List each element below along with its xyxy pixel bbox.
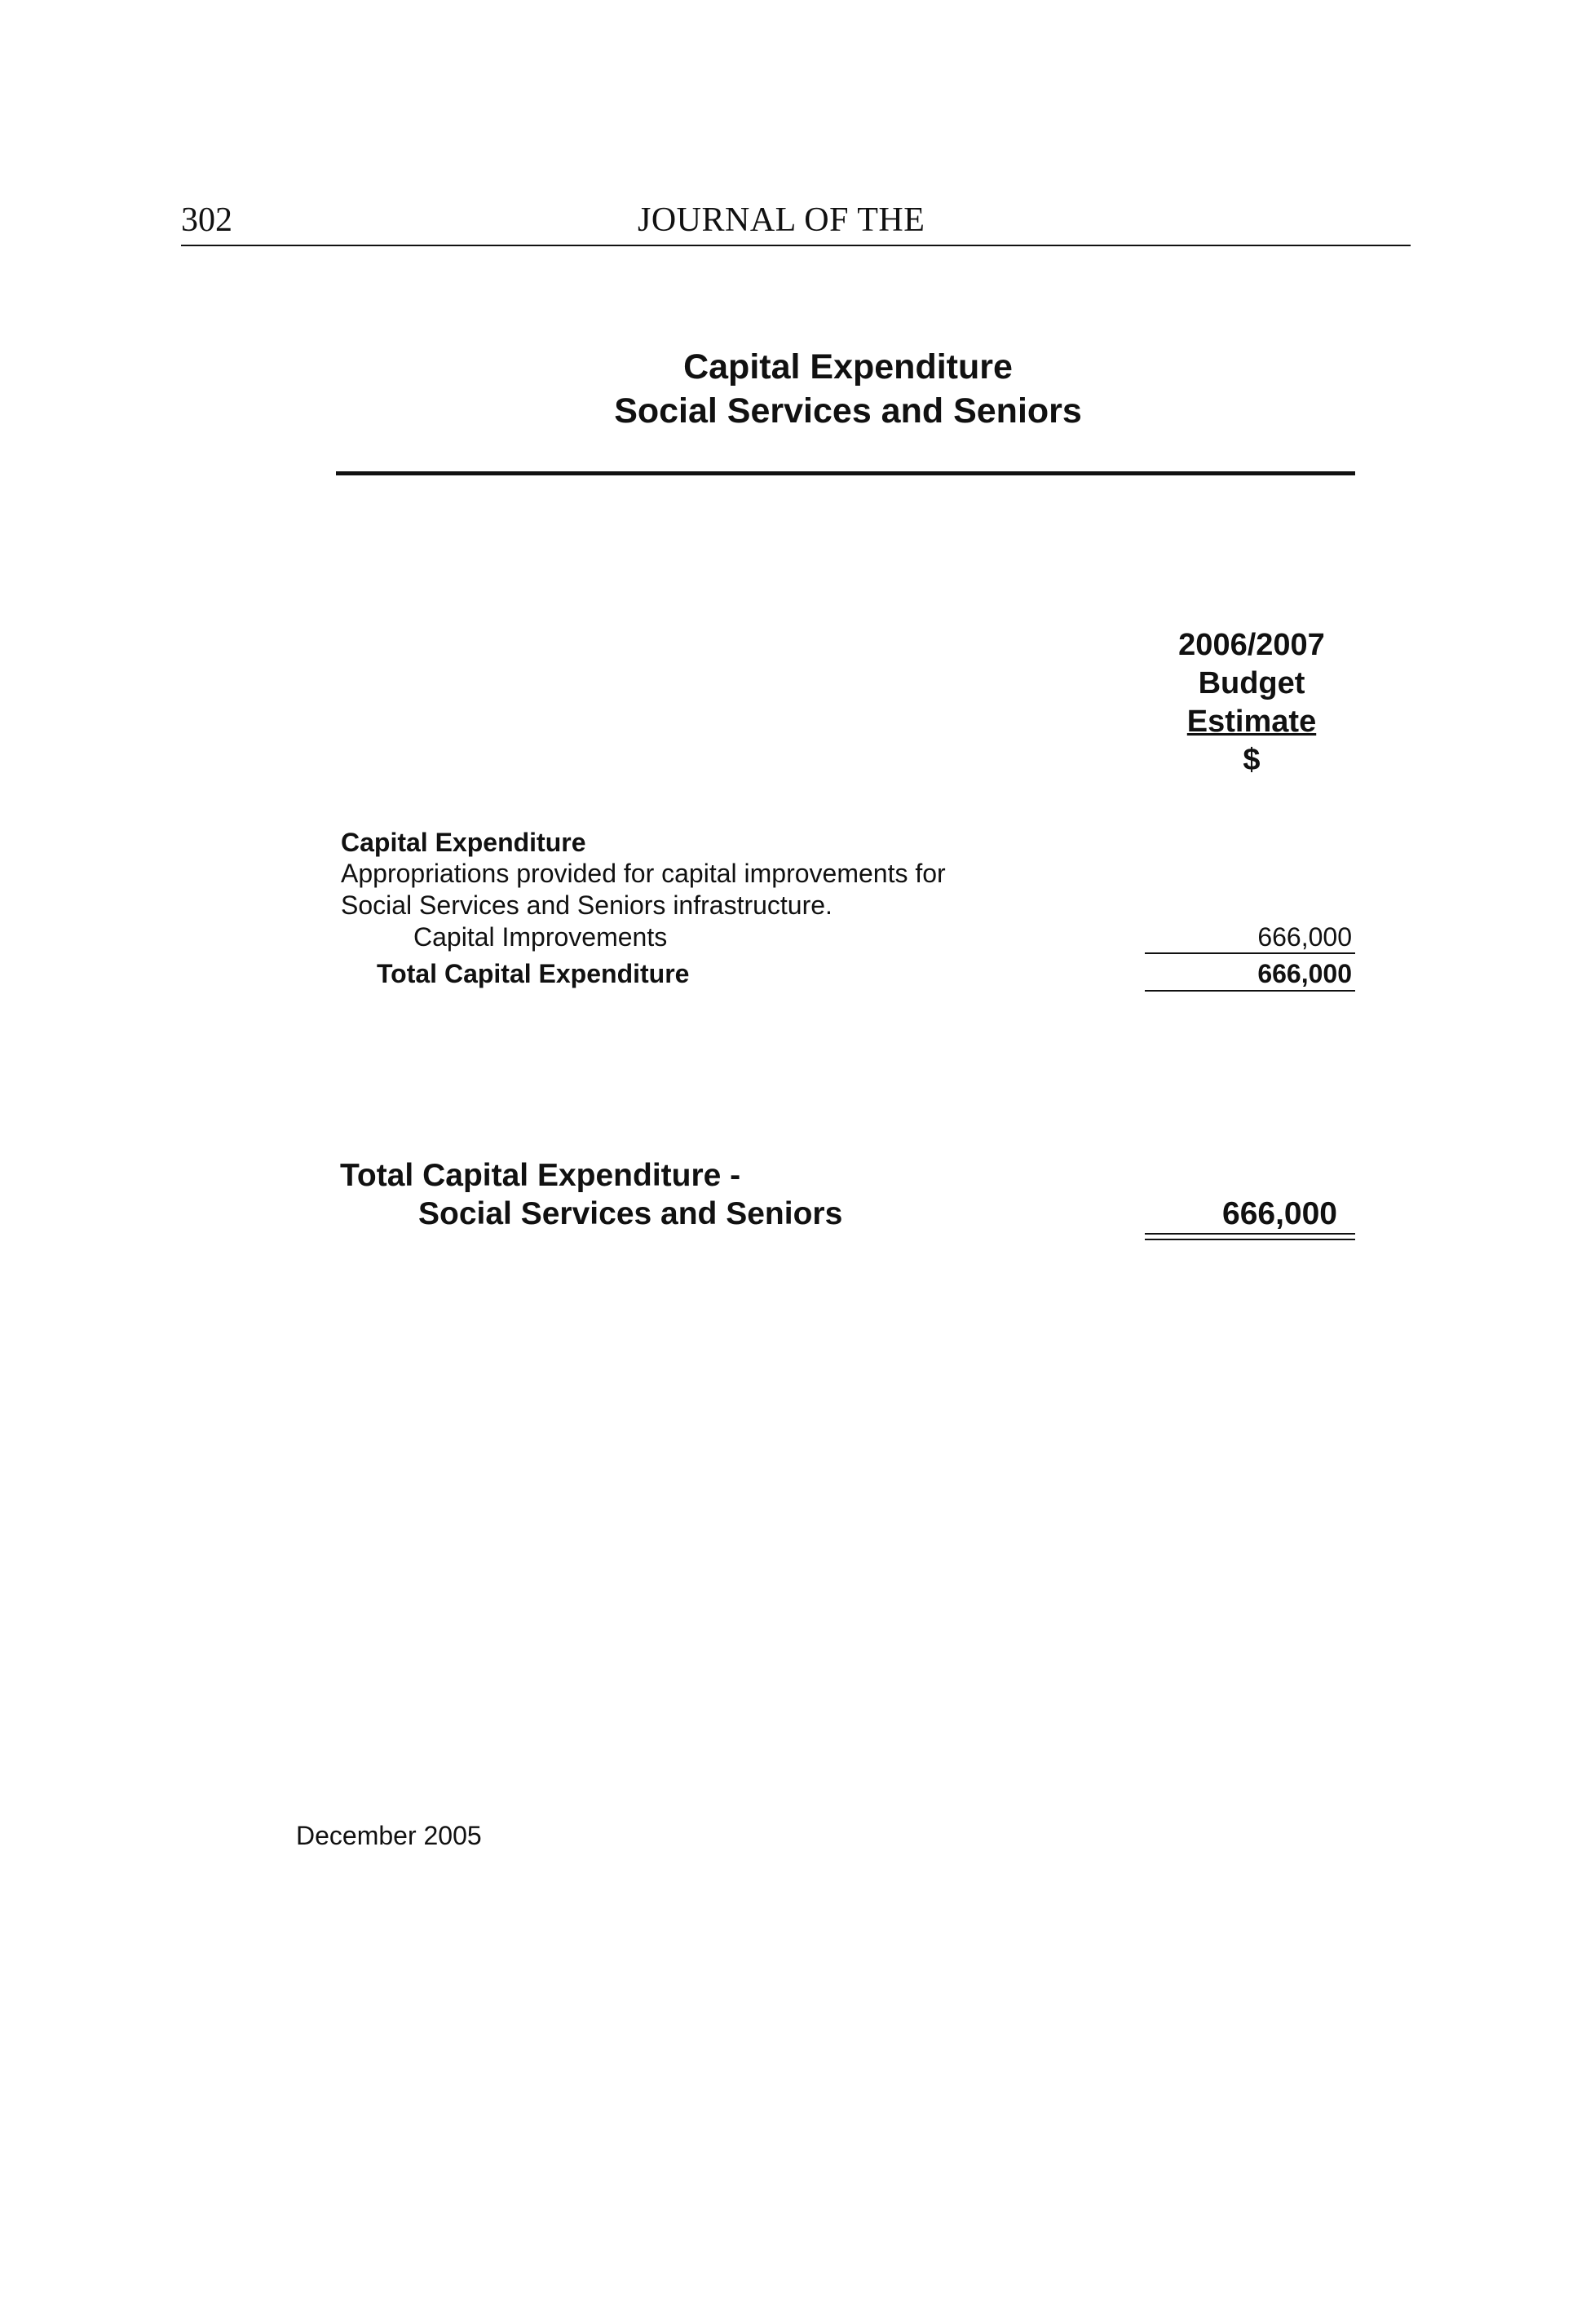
- section-total-label: Total Capital Expenditure: [377, 959, 690, 988]
- line-item-amount: 666,000: [1257, 922, 1352, 952]
- page-number: 302: [181, 201, 232, 239]
- grand-total-amount: 666,000: [1222, 1196, 1337, 1231]
- page-subtitle: Social Services and Seniors: [614, 391, 1082, 431]
- footer-date: December 2005: [296, 1821, 482, 1850]
- section-description-line-1: Appropriations provided for capital improvements for: [341, 859, 946, 888]
- column-header-estimate-text: Estimate: [1186, 705, 1317, 739]
- line-item-label: Capital Improvements: [413, 922, 668, 952]
- running-header: [181, 201, 1411, 246]
- grand-total-label-line-2: Social Services and Seniors: [418, 1196, 843, 1231]
- section-heading: Capital Expenditure: [341, 828, 586, 857]
- journal-title: JOURNAL OF THE: [638, 201, 925, 239]
- grand-total-label-line-1: Total Capital Expenditure -: [340, 1158, 741, 1193]
- column-header-currency: $: [1243, 743, 1261, 777]
- column-header-estimate: [1146, 705, 1358, 740]
- section-description-line-2: Social Services and Seniors infrastructure.: [341, 890, 833, 920]
- grand-total-double-rule-bottom: [1145, 1239, 1355, 1240]
- column-header-year: 2006/2007: [1178, 628, 1325, 662]
- page-title: Capital Expenditure: [683, 347, 1013, 387]
- column-header-budget: Budget: [1198, 666, 1305, 700]
- grand-total-double-rule-top: [1145, 1233, 1355, 1235]
- line-item-underline: [1145, 952, 1355, 954]
- section-total-underline: [1145, 990, 1355, 992]
- section-total-amount: 666,000: [1257, 959, 1352, 988]
- title-divider: [336, 471, 1355, 475]
